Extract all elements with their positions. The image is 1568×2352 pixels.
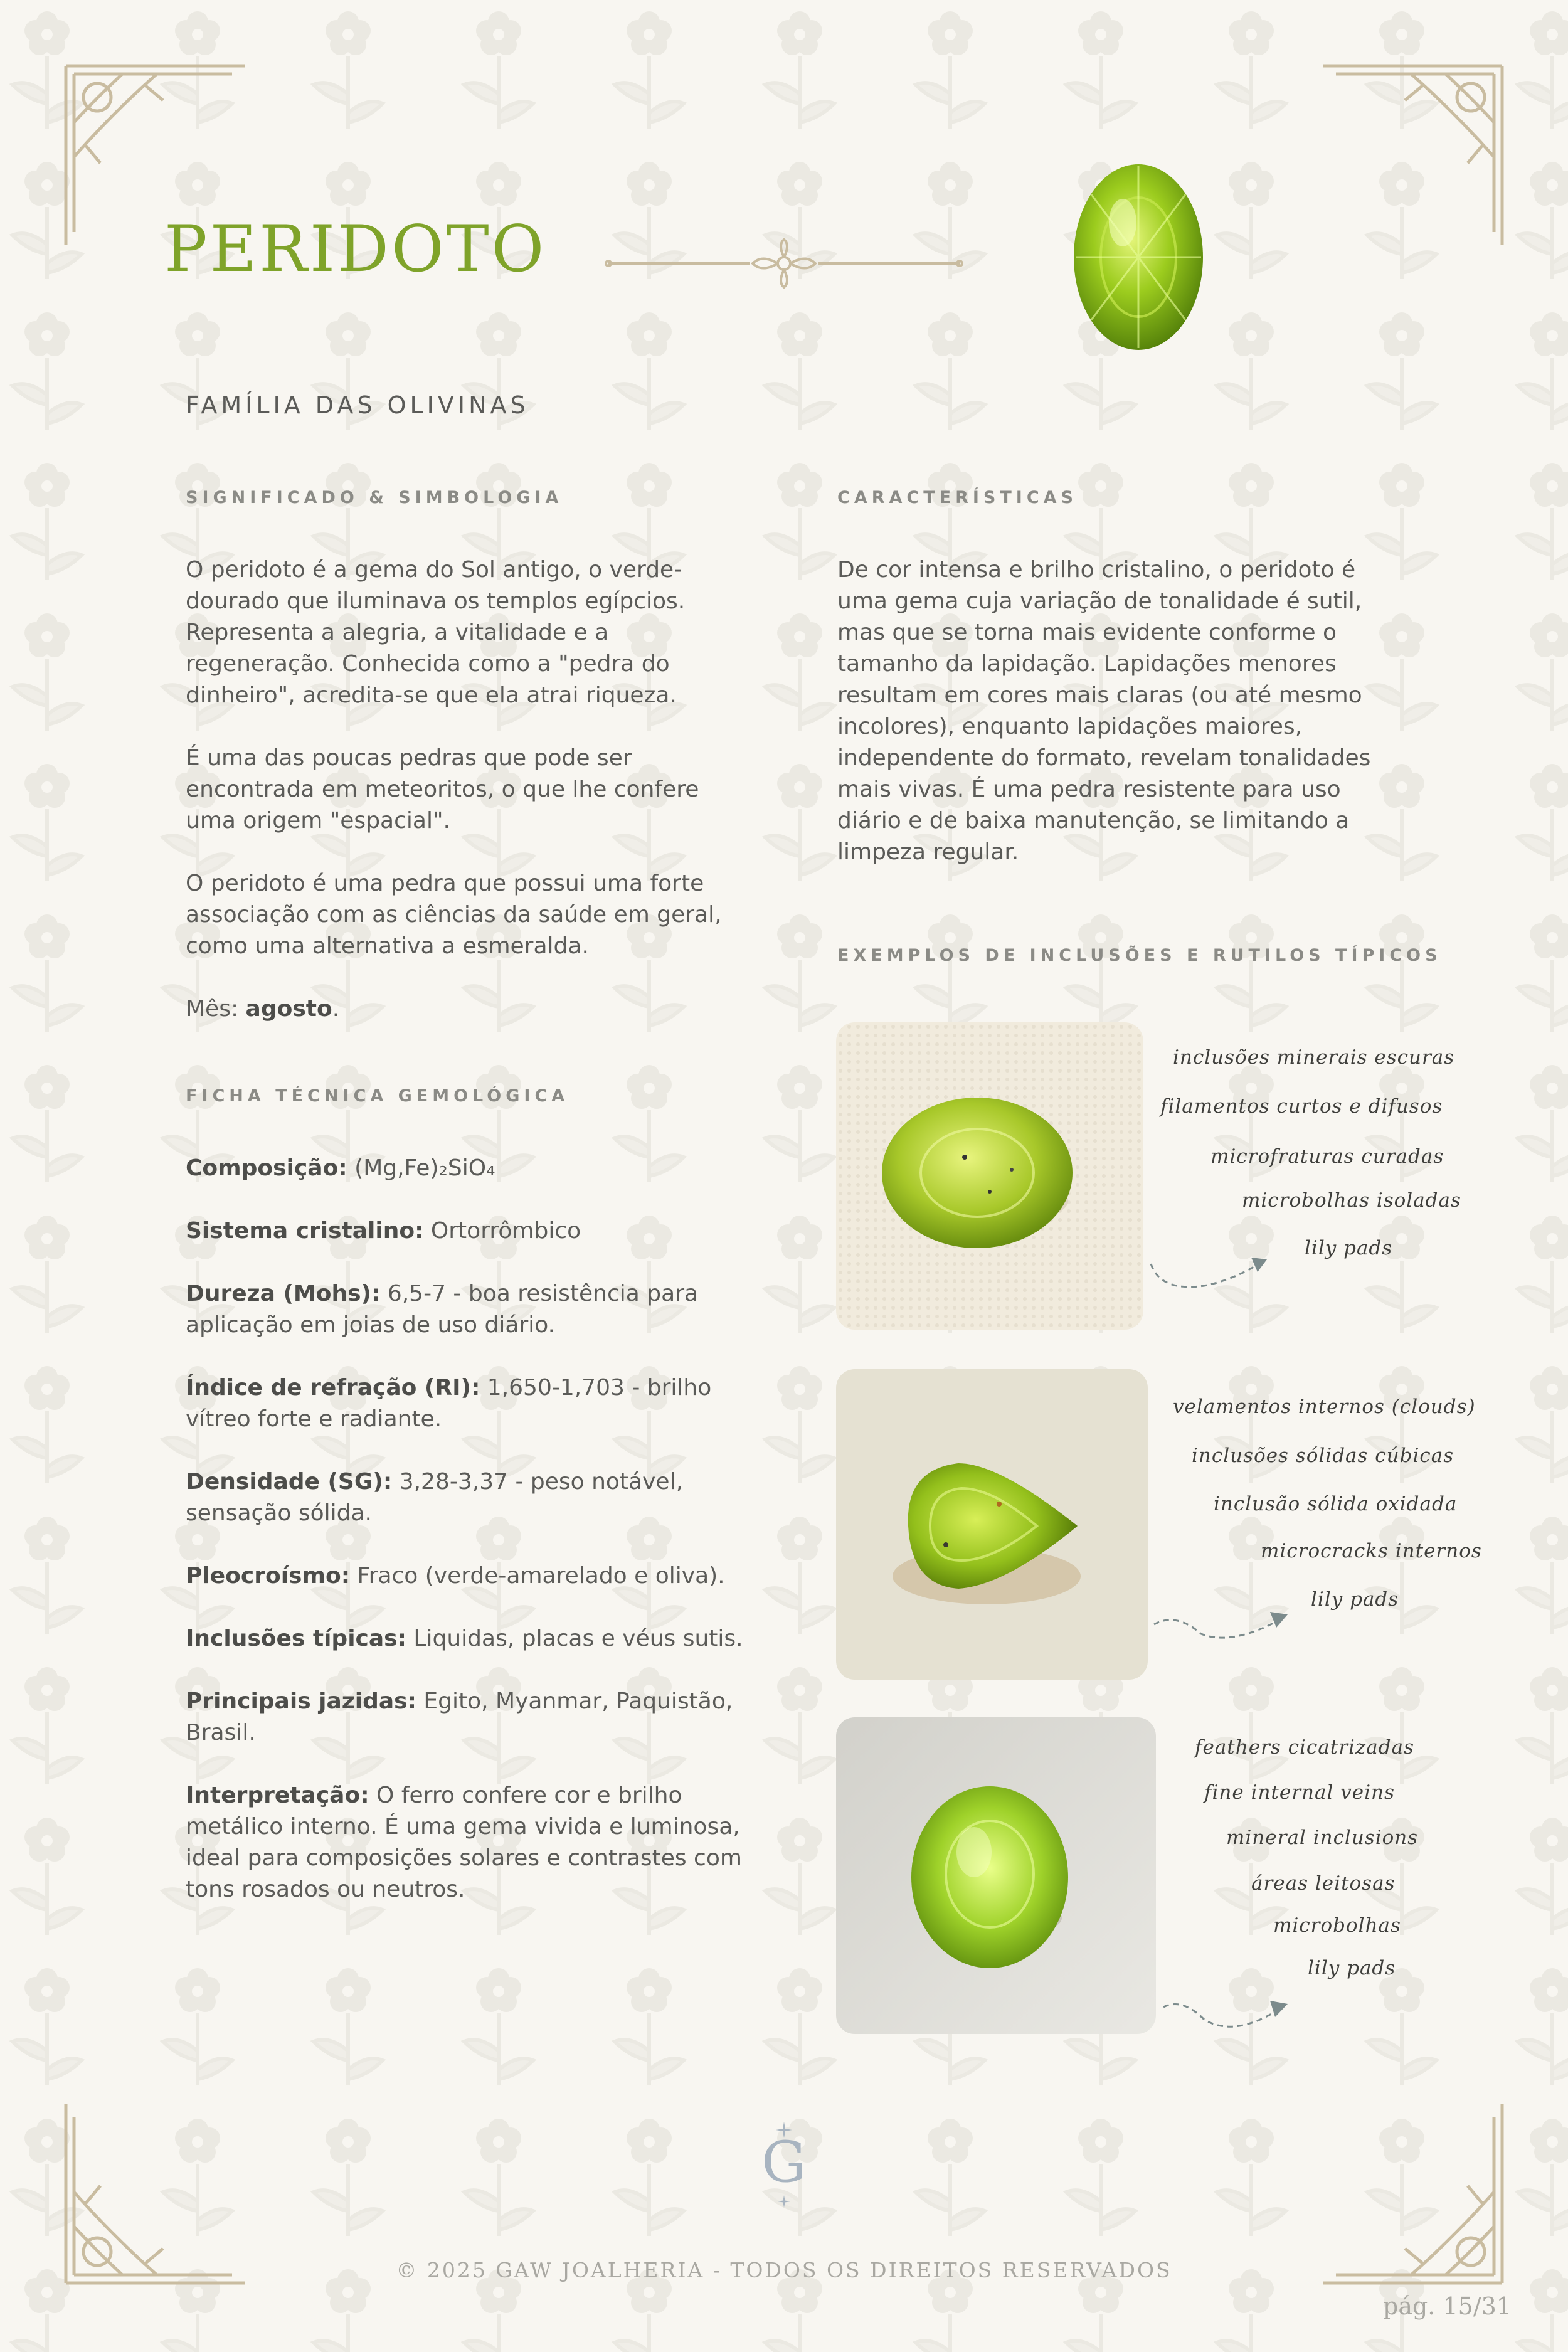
brand-logo: G xyxy=(761,2129,807,2195)
tech-label: Composição: xyxy=(186,1155,347,1181)
characteristics-text: De cor intensa e brilho cristalino, o peridoto é uma gema cuja variação de tonalidade é sutil, mas que se torna mais evidente conforme o tamanho da lapidação. Lapidações menores resultam em cores mais claras (ou até mesmo incolores), enquanto lapidações maiores, independente do formato, revelam tonalidades mais vivas. É uma pedra resistente para uso diário e de baixa manutenção, se limitando a limpeza regular. xyxy=(837,557,1371,865)
tech-value: (Mg,Fe)₂SiO₄ xyxy=(347,1155,495,1181)
tech-value: 6,5-7 - boa resistência para aplicação em joias de uso diário. xyxy=(186,1281,699,1338)
gem-family-subtitle: FAMÍLIA DAS OLIVINAS xyxy=(186,391,529,419)
sample2-note-5: lily pads xyxy=(1311,1588,1399,1611)
tech-label: Índice de refração (RI): xyxy=(186,1375,480,1401)
technical-sheet xyxy=(186,1153,747,1937)
sample3-note-3: mineral inclusions xyxy=(1226,1826,1419,1849)
sample3-note-4: áreas leitosas xyxy=(1251,1872,1396,1895)
sample3-note-5: microbolhas xyxy=(1273,1914,1401,1937)
tech-value: O ferro confere cor e brilho metálico interno. É uma gema vivida e luminosa, ideal para composições solares e contrastes com tons rosados ou neutros. xyxy=(186,1783,742,1902)
tech-label: Sistema cristalino: xyxy=(186,1218,424,1244)
tech-item-inclusions xyxy=(186,1623,747,1655)
tech-value: Egito, Myanmar, Paquistão, Brasil. xyxy=(186,1688,733,1745)
tech-value: 1,650-1,703 - brilho vítreo forte e radiante. xyxy=(186,1375,712,1432)
sample1-note-4: microbolhas isoladas xyxy=(1242,1189,1461,1212)
sample3-arrow-icon xyxy=(1160,1994,1295,2042)
meaning-paragraph-2: É uma das poucas pedras que pode ser encontrada em meteoritos, o que lhe confere uma origem "espacial". xyxy=(186,745,699,834)
sample2-note-3: inclusão sólida oxidada xyxy=(1214,1493,1458,1515)
tech-item-deposits xyxy=(186,1686,747,1749)
title-divider-ornament xyxy=(605,238,963,289)
sample1-note-3: microfraturas curadas xyxy=(1210,1145,1444,1168)
page-number: pág. 15/31 xyxy=(1383,2292,1512,2320)
sample2-note-4: microcracks internos xyxy=(1261,1540,1482,1562)
inclusions-heading: EXEMPLOS DE INCLUSÕES E RUTILOS TÍPICOS xyxy=(837,946,1442,965)
tech-value: 3,28-3,37 - peso notável, sensação sólida. xyxy=(186,1469,684,1526)
meaning-heading: SIGNIFICADO & SIMBOLOGIA xyxy=(186,488,563,507)
logo-sparkle-bottom-icon xyxy=(778,2195,790,2208)
month-value: agosto xyxy=(245,996,332,1022)
tech-item-pleochroism xyxy=(186,1560,747,1592)
tech-item-crystal-system xyxy=(186,1216,747,1247)
sample2-note-1: velamentos internos (clouds) xyxy=(1173,1396,1476,1418)
corner-ornament-top-right xyxy=(1317,63,1505,251)
meaning-section xyxy=(186,554,738,1056)
birth-month xyxy=(186,993,738,1025)
footer-copyright: © 2025 GAW JOALHERIA - TODOS OS DIREITOS RESERVADOS xyxy=(396,2258,1172,2282)
tech-label: Inclusões típicas: xyxy=(186,1626,406,1651)
meaning-paragraph-3: O peridoto é uma pedra que possui uma forte associação com as ciências da saúde em geral, como uma alternativa a esmeralda. xyxy=(186,871,722,959)
tech-label: Dureza (Mohs): xyxy=(186,1281,381,1306)
tech-value: Fraco (verde-amarelado e oliva). xyxy=(350,1563,725,1589)
meaning-paragraph-1: O peridoto é a gema do Sol antigo, o verde-dourado que iluminava os templos egípcios. Representa a alegria, a vitalidade e a regeneração. Conhecida como a "pedra do dinheiro", acredita-se que ela atrai riqueza. xyxy=(186,557,686,708)
tech-label: Pleocroísmo: xyxy=(186,1563,351,1589)
technical-heading: FICHA TÉCNICA GEMOLÓGICA xyxy=(186,1086,569,1106)
tech-item-density xyxy=(186,1466,747,1529)
month-label: Mês: xyxy=(186,996,246,1022)
sample1-note-1: inclusões minerais escuras xyxy=(1173,1046,1455,1069)
tech-label: Densidade (SG): xyxy=(186,1469,393,1495)
tech-item-interpretation xyxy=(186,1780,747,1905)
tech-label: Principais jazidas: xyxy=(186,1688,416,1714)
sample3-note-2: fine internal veins xyxy=(1204,1781,1395,1804)
peridot-oval-gem-image xyxy=(1069,160,1207,354)
tech-label: Interpretação: xyxy=(186,1783,369,1808)
sample1-note-5: lily pads xyxy=(1305,1237,1393,1259)
tech-value: Liquidas, placas e véus sutis. xyxy=(406,1626,743,1651)
inclusion-sample-photo-3 xyxy=(836,1717,1156,2034)
sample3-note-1: feathers cicatrizadas xyxy=(1195,1736,1415,1759)
sample2-note-2: inclusões sólidas cúbicas xyxy=(1192,1444,1454,1467)
inclusion-sample-photo-1 xyxy=(836,1022,1143,1330)
tech-item-refractive-index xyxy=(186,1372,747,1435)
inclusion-sample-photo-2 xyxy=(836,1369,1148,1680)
sample2-arrow-icon xyxy=(1151,1606,1295,1650)
sample1-arrow-icon xyxy=(1148,1254,1273,1298)
tech-item-hardness xyxy=(186,1278,747,1341)
tech-item-composition xyxy=(186,1153,747,1184)
sample3-note-6: lily pads xyxy=(1308,1957,1396,1979)
page-title: PERIDOTO xyxy=(164,212,547,287)
tech-value: Ortorrômbico xyxy=(423,1218,581,1244)
month-end: . xyxy=(332,996,340,1022)
characteristics-heading: CARACTERÍSTICAS xyxy=(837,488,1078,507)
sample1-note-2: filamentos curtos e difusos xyxy=(1160,1095,1443,1118)
